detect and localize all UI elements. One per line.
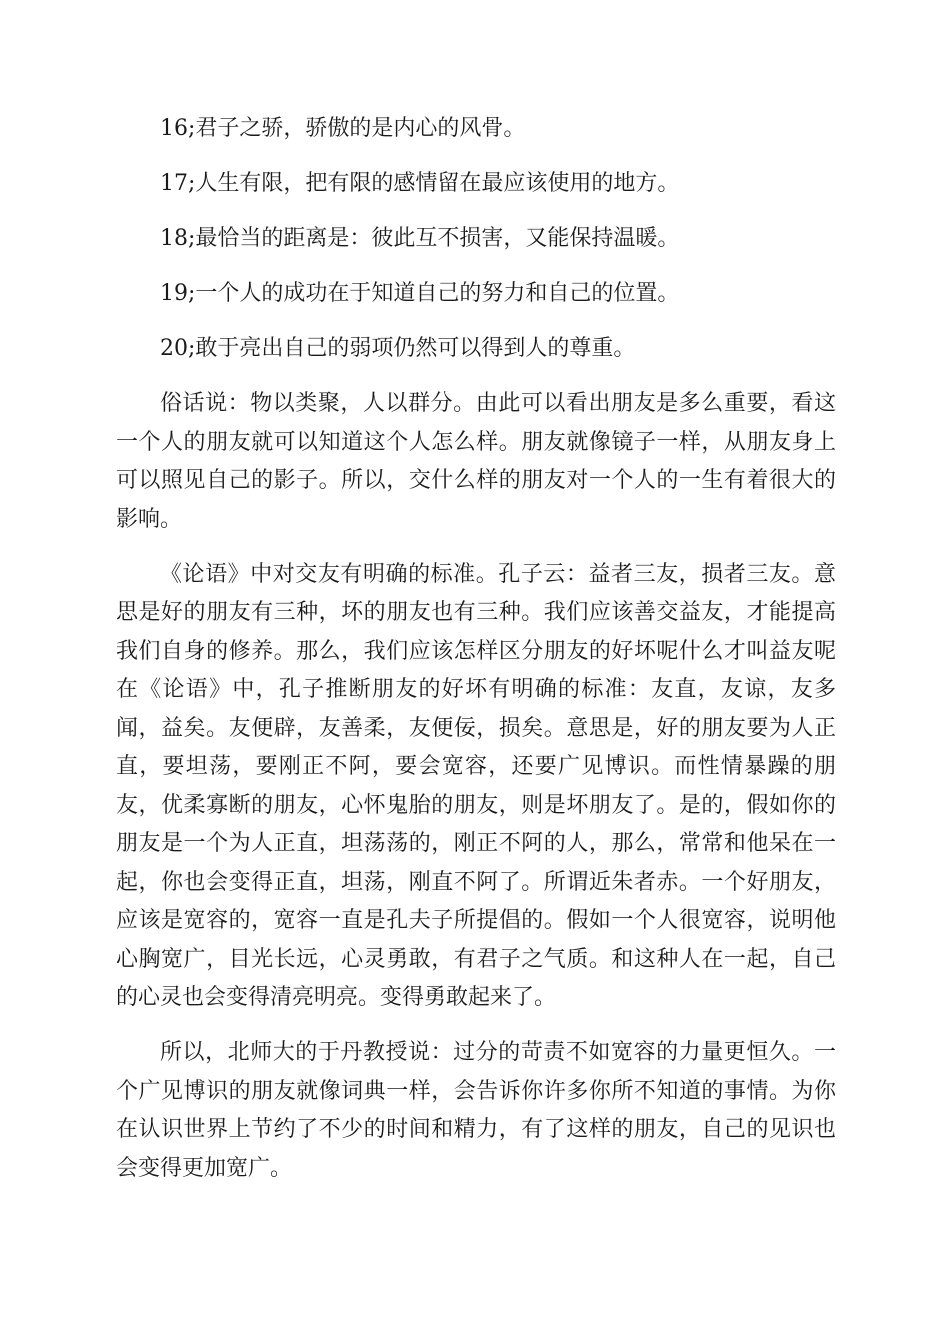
paragraph-conclusion: 所以，北师大的于丹教授说：过分的苛责不如宽容的力量更恒久。一个广见博识的朋友就像词典一样，会告诉你许多你所不知道的事情。为你在认识世界上节约了不少的时间和精力，有了这样的朋友，自己的见识也会变得更加宽广。 <box>116 1040 836 1181</box>
quote-item-19: 19;一个人的成功在于知道自己的努力和自己的位置。 <box>160 281 680 306</box>
paragraph-analects: 《论语》中对交友有明确的标准。孔子云：益者三友，损者三友。意思是好的朋友有三种，坏的朋友也有三种。我们应该善交益友，才能提高我们自身的修养。那么，我们应该怎样区分朋友的好坏呢什么才叫益友呢在《论语》中，孔子推断朋友的好坏有明确的标准：友直，友谅，友多闻，益矣。友便辟，友善柔，友便佞，损矣。意思是，好的朋友要为人正直，要坦荡，要刚正不阿，要会宽容，还要广见博识。而性情暴躁的朋友，优柔寡断的朋友，心怀鬼胎的朋友，则是坏朋友了。是的，假如你的朋友是一个为人正直，坦荡荡的，刚正不阿的人，那么，常常和他呆在一起，你也会变得正直，坦荡，刚直不阿了。所谓近朱者赤。一个好朋友，应该是宽容的，宽容一直是孔夫子所提倡的。假如一个人很宽容，说明他心胸宽广，目光长远，心灵勇敢，有君子之气质。和这种人在一起，自己的心灵也会变得清亮明亮。变得勇敢起来了。 <box>116 561 836 1010</box>
quote-item-20: 20;敢于亮出自己的弱项仍然可以得到人的尊重。 <box>160 336 636 361</box>
document-page <box>116 110 836 1205</box>
quote-item-18: 18;最恰当的距离是：彼此互不损害，又能保持温暖。 <box>160 226 680 251</box>
quote-item-16: 16;君子之骄，骄傲的是内心的风骨。 <box>160 116 526 141</box>
paragraph-proverb: 俗话说：物以类聚，人以群分。由此可以看出朋友是多么重要，看这一个人的朋友就可以知道这个人怎么样。朋友就像镜子一样，从朋友身上可以照见自己的影子。所以，交什么样的朋友对一个人的一生有着很大的影响。 <box>116 391 836 532</box>
quote-item-17: 17;人生有限，把有限的感情留在最应该使用的地方。 <box>160 171 680 196</box>
